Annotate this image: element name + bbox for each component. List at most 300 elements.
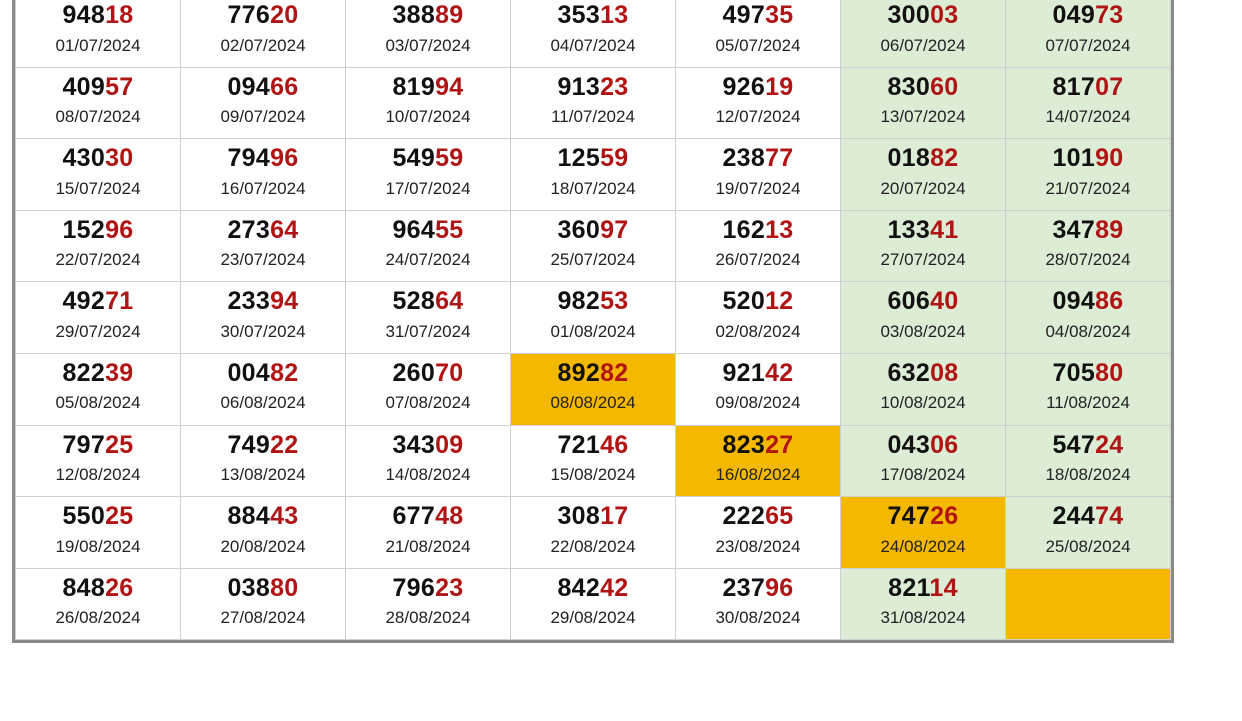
result-number — [348, 2, 508, 30]
result-number-head: 549 — [392, 144, 436, 173]
result-number-head: 152 — [62, 215, 106, 244]
table-row — [16, 282, 1171, 354]
result-number-head: 237 — [722, 573, 766, 602]
result-date: 23/08/2024 — [715, 536, 801, 556]
result-cell[interactable] — [676, 425, 841, 497]
result-number-head: 892 — [557, 358, 601, 387]
result-number-head: 520 — [722, 287, 766, 316]
table-row — [16, 425, 1171, 497]
result-cell[interactable] — [676, 67, 841, 139]
table-row — [16, 353, 1171, 425]
result-date: 05/08/2024 — [55, 393, 141, 413]
result-number — [513, 288, 673, 316]
result-number-tail: 19 — [765, 72, 794, 101]
result-number — [18, 360, 178, 388]
result-number-head: 004 — [227, 358, 271, 387]
result-number — [18, 503, 178, 531]
result-cell[interactable] — [16, 282, 181, 354]
result-date: 21/07/2024 — [1045, 178, 1131, 198]
result-number-head: 677 — [392, 502, 436, 531]
result-date: 02/07/2024 — [220, 35, 306, 55]
result-number-head: 747 — [887, 502, 931, 531]
result-cell[interactable] — [1006, 210, 1171, 282]
result-number — [1008, 503, 1168, 531]
result-number-head: 492 — [62, 287, 106, 316]
result-number — [843, 360, 1003, 388]
result-date: 25/08/2024 — [1045, 536, 1131, 556]
result-number-head: 797 — [62, 430, 106, 459]
result-number-tail: 23 — [435, 573, 464, 602]
result-number-tail: 53 — [600, 287, 629, 316]
result-date: 11/08/2024 — [1046, 393, 1130, 413]
result-date: 04/08/2024 — [1045, 321, 1131, 341]
result-number — [348, 503, 508, 531]
result-number-head: 842 — [557, 573, 601, 602]
result-cell[interactable] — [346, 139, 511, 211]
table-row — [16, 139, 1171, 211]
result-cell[interactable] — [346, 0, 511, 67]
result-number — [1008, 360, 1168, 388]
result-date: 22/08/2024 — [550, 536, 636, 556]
result-number-tail: 59 — [600, 144, 629, 173]
result-cell[interactable] — [346, 497, 511, 569]
result-number-tail: 07 — [1095, 72, 1124, 101]
result-number-tail: 59 — [435, 144, 464, 173]
result-number-tail: 14 — [929, 573, 958, 602]
result-number-tail: 86 — [1095, 287, 1124, 316]
result-cell[interactable] — [346, 568, 511, 640]
result-number — [513, 432, 673, 460]
result-number-head: 776 — [227, 1, 271, 29]
result-number — [1008, 2, 1168, 30]
result-number — [348, 360, 508, 388]
result-number-tail: 42 — [765, 358, 794, 387]
result-number-head: 343 — [392, 430, 436, 459]
result-number-head: 101 — [1052, 144, 1096, 173]
result-number — [18, 217, 178, 245]
result-date: 13/07/2024 — [880, 107, 966, 127]
result-date: 16/08/2024 — [715, 465, 801, 485]
result-cell[interactable] — [181, 210, 346, 282]
result-date: 12/08/2024 — [55, 465, 141, 485]
result-date: 26/08/2024 — [55, 608, 141, 628]
result-number-tail: 26 — [930, 502, 959, 531]
result-cell[interactable] — [511, 210, 676, 282]
result-number-tail: 82 — [930, 144, 959, 173]
result-date: 10/07/2024 — [385, 107, 471, 127]
result-number-tail: 77 — [765, 144, 794, 173]
result-cell[interactable] — [511, 139, 676, 211]
result-number-head: 125 — [557, 144, 601, 173]
result-number — [678, 432, 838, 460]
result-number — [513, 575, 673, 603]
result-number-head: 964 — [392, 215, 436, 244]
result-cell[interactable] — [841, 67, 1006, 139]
result-number-head: 038 — [227, 573, 271, 602]
result-date: 22/07/2024 — [55, 250, 141, 270]
result-number — [678, 217, 838, 245]
result-number — [678, 2, 838, 30]
result-number — [183, 217, 343, 245]
result-number-head: 982 — [557, 287, 601, 316]
result-date: 29/07/2024 — [55, 321, 141, 341]
result-cell[interactable] — [841, 139, 1006, 211]
result-number-head: 353 — [557, 1, 601, 29]
result-number-head: 260 — [392, 358, 436, 387]
result-cell[interactable] — [676, 353, 841, 425]
result-number-head: 233 — [227, 287, 271, 316]
result-date: 11/07/2024 — [551, 107, 635, 127]
result-number — [843, 217, 1003, 245]
result-number-head: 830 — [887, 72, 931, 101]
result-cell[interactable] — [1006, 67, 1171, 139]
result-cell[interactable] — [676, 139, 841, 211]
result-date: 30/08/2024 — [715, 608, 801, 628]
table-row — [16, 0, 1171, 67]
result-cell[interactable] — [346, 282, 511, 354]
result-date: 17/07/2024 — [385, 178, 471, 198]
result-number-head: 273 — [227, 215, 271, 244]
result-cell[interactable] — [511, 568, 676, 640]
result-number-tail: 94 — [435, 72, 464, 101]
result-date: 07/08/2024 — [385, 393, 471, 413]
result-date: 20/08/2024 — [220, 536, 306, 556]
result-number-tail: 08 — [930, 358, 959, 387]
result-number-tail: 71 — [105, 287, 134, 316]
result-number — [18, 288, 178, 316]
result-number-tail: 90 — [1095, 144, 1124, 173]
result-number — [843, 74, 1003, 102]
result-number — [1008, 288, 1168, 316]
result-cell[interactable] — [1006, 139, 1171, 211]
result-number-head: 347 — [1052, 215, 1096, 244]
result-number-head: 094 — [227, 72, 271, 101]
table-row — [16, 568, 1171, 640]
result-number-head: 848 — [62, 573, 106, 602]
result-number — [1008, 432, 1168, 460]
result-cell[interactable] — [841, 282, 1006, 354]
result-date: 15/07/2024 — [55, 178, 141, 198]
result-number — [513, 360, 673, 388]
result-number-head: 528 — [392, 287, 436, 316]
result-cell[interactable] — [676, 282, 841, 354]
result-number-head: 796 — [392, 573, 436, 602]
result-number — [678, 74, 838, 102]
result-date: 18/07/2024 — [550, 178, 636, 198]
result-cell[interactable] — [181, 282, 346, 354]
result-date: 14/07/2024 — [1045, 107, 1131, 127]
result-number-head: 926 — [722, 72, 766, 101]
result-number-head: 819 — [392, 72, 436, 101]
result-number-tail: 26 — [105, 573, 134, 602]
result-number-head: 822 — [62, 358, 106, 387]
result-number-tail: 43 — [270, 502, 299, 531]
result-date: 21/08/2024 — [385, 536, 471, 556]
result-number-head: 705 — [1052, 358, 1096, 387]
result-number-head: 308 — [557, 502, 601, 531]
result-number-tail: 27 — [765, 430, 794, 459]
result-cell[interactable] — [841, 210, 1006, 282]
result-date: 03/08/2024 — [880, 321, 966, 341]
result-date: 08/08/2024 — [550, 393, 636, 413]
result-number — [18, 575, 178, 603]
result-cell[interactable] — [1006, 568, 1171, 640]
result-number — [183, 503, 343, 531]
result-number-tail: 06 — [930, 430, 959, 459]
result-number — [1008, 217, 1168, 245]
result-cell[interactable] — [181, 67, 346, 139]
result-date: 27/08/2024 — [220, 608, 306, 628]
result-number-tail: 70 — [435, 358, 464, 387]
result-date: 02/08/2024 — [715, 321, 801, 341]
result-number-head: 430 — [62, 144, 106, 173]
results-table-body — [16, 0, 1171, 640]
result-number-head: 823 — [722, 430, 766, 459]
result-cell[interactable] — [1006, 497, 1171, 569]
result-number-tail: 57 — [105, 72, 134, 101]
result-number — [678, 575, 838, 603]
result-number-tail: 12 — [765, 287, 794, 316]
result-date: 08/07/2024 — [55, 107, 141, 127]
result-number-tail: 96 — [765, 573, 794, 602]
result-cell[interactable] — [16, 425, 181, 497]
result-date: 07/07/2024 — [1045, 35, 1131, 55]
result-number-tail: 24 — [1095, 430, 1124, 459]
result-cell[interactable] — [1006, 353, 1171, 425]
result-number — [513, 2, 673, 30]
result-number-head: 794 — [227, 144, 271, 173]
result-date: 12/07/2024 — [715, 107, 801, 127]
result-cell[interactable] — [16, 568, 181, 640]
result-number — [843, 288, 1003, 316]
result-date: 31/08/2024 — [880, 608, 966, 628]
result-number — [18, 145, 178, 173]
result-number-tail: 80 — [270, 573, 299, 602]
result-number — [183, 2, 343, 30]
result-number-tail: 23 — [600, 72, 629, 101]
result-number — [348, 217, 508, 245]
result-date: 29/08/2024 — [550, 608, 636, 628]
result-number — [843, 575, 1003, 603]
result-number — [843, 503, 1003, 531]
result-number-tail: 41 — [930, 215, 959, 244]
result-cell[interactable] — [511, 282, 676, 354]
result-number-head: 300 — [887, 1, 931, 29]
result-cell[interactable] — [346, 67, 511, 139]
result-date: 03/07/2024 — [385, 35, 471, 55]
result-cell[interactable] — [16, 353, 181, 425]
result-cell[interactable] — [1006, 0, 1171, 67]
result-number-tail: 60 — [930, 72, 959, 101]
result-number-head: 388 — [392, 1, 436, 29]
result-cell[interactable] — [16, 0, 181, 67]
result-cell[interactable] — [841, 425, 1006, 497]
result-number — [678, 503, 838, 531]
result-number-tail: 97 — [600, 215, 629, 244]
result-number — [183, 575, 343, 603]
result-date: 24/07/2024 — [385, 250, 471, 270]
result-number — [18, 432, 178, 460]
result-cell[interactable] — [841, 568, 1006, 640]
result-cell[interactable] — [181, 139, 346, 211]
result-number-head: 094 — [1052, 287, 1096, 316]
result-date: 23/07/2024 — [220, 250, 306, 270]
result-date: 30/07/2024 — [220, 321, 306, 341]
result-number-head: 817 — [1052, 72, 1096, 101]
result-date: 17/08/2024 — [880, 465, 966, 485]
result-cell[interactable] — [181, 425, 346, 497]
results-table-frame — [12, 0, 1174, 643]
result-cell[interactable] — [511, 425, 676, 497]
result-date: 06/07/2024 — [880, 35, 966, 55]
result-date: 19/08/2024 — [55, 536, 141, 556]
result-number — [183, 288, 343, 316]
result-number-head: 884 — [227, 502, 271, 531]
result-number — [1008, 74, 1168, 102]
result-date: 18/08/2024 — [1045, 465, 1131, 485]
result-number-tail: 82 — [600, 358, 629, 387]
result-number-tail: 39 — [105, 358, 134, 387]
result-number-tail: 22 — [270, 430, 299, 459]
result-number — [678, 360, 838, 388]
result-number — [513, 145, 673, 173]
result-cell[interactable] — [16, 139, 181, 211]
result-cell[interactable] — [1006, 425, 1171, 497]
result-number-head: 049 — [1052, 1, 1096, 29]
result-number — [183, 74, 343, 102]
table-row — [16, 210, 1171, 282]
result-number — [348, 288, 508, 316]
result-number-tail: 73 — [1095, 1, 1124, 29]
result-number-head: 921 — [722, 358, 766, 387]
result-number — [678, 145, 838, 173]
result-cell[interactable] — [181, 353, 346, 425]
result-date: 28/07/2024 — [1045, 250, 1131, 270]
result-date: 28/08/2024 — [385, 608, 471, 628]
result-cell[interactable] — [841, 353, 1006, 425]
result-number-head: 043 — [887, 430, 931, 459]
result-cell[interactable] — [346, 353, 511, 425]
result-cell[interactable] — [181, 0, 346, 67]
result-number-tail: 64 — [270, 215, 299, 244]
result-cell[interactable] — [676, 0, 841, 67]
result-number-tail: 25 — [105, 502, 134, 531]
result-number-head: 821 — [888, 573, 930, 602]
result-number-tail: 80 — [1095, 358, 1124, 387]
result-cell[interactable] — [16, 210, 181, 282]
result-number-tail: 18 — [105, 1, 134, 29]
result-number — [843, 432, 1003, 460]
result-date: 31/07/2024 — [385, 321, 471, 341]
result-number — [348, 432, 508, 460]
result-date: 13/08/2024 — [220, 465, 306, 485]
result-number-tail: 17 — [600, 502, 629, 531]
result-number-tail: 46 — [600, 430, 629, 459]
result-date: 05/07/2024 — [715, 35, 801, 55]
result-date: 27/07/2024 — [880, 250, 966, 270]
result-cell[interactable] — [841, 497, 1006, 569]
table-row — [16, 497, 1171, 569]
result-cell[interactable] — [346, 425, 511, 497]
result-number-tail: 89 — [1095, 215, 1124, 244]
result-date: 19/07/2024 — [715, 178, 801, 198]
result-number-tail: 74 — [1095, 502, 1124, 531]
result-cell[interactable] — [676, 210, 841, 282]
result-date: 14/08/2024 — [385, 465, 471, 485]
result-number — [843, 2, 1003, 30]
result-number — [183, 360, 343, 388]
result-number-head: 948 — [62, 1, 106, 29]
table-row — [16, 67, 1171, 139]
result-number-tail: 96 — [105, 215, 134, 244]
result-number-tail: 42 — [600, 573, 629, 602]
result-number-tail: 09 — [435, 430, 464, 459]
result-number-head: 238 — [722, 144, 766, 173]
lottery-results-table — [15, 0, 1171, 640]
result-number-head: 497 — [722, 1, 766, 29]
result-date: 26/07/2024 — [715, 250, 801, 270]
result-cell[interactable] — [16, 497, 181, 569]
result-date: 24/08/2024 — [880, 536, 966, 556]
result-number-head: 749 — [227, 430, 271, 459]
result-cell[interactable] — [676, 568, 841, 640]
result-number-head: 360 — [557, 215, 601, 244]
result-date: 09/08/2024 — [715, 393, 801, 413]
result-number-tail: 82 — [270, 358, 299, 387]
result-date: 15/08/2024 — [550, 465, 636, 485]
result-date: 20/07/2024 — [880, 178, 966, 198]
result-number — [1008, 145, 1168, 173]
result-number-head: 162 — [722, 215, 766, 244]
result-number — [18, 74, 178, 102]
result-cell[interactable] — [181, 497, 346, 569]
result-cell[interactable] — [511, 0, 676, 67]
result-cell[interactable] — [676, 497, 841, 569]
result-cell[interactable] — [346, 210, 511, 282]
result-number-head: 409 — [62, 72, 106, 101]
result-number-tail: 94 — [270, 287, 299, 316]
result-number-head: 632 — [887, 358, 931, 387]
result-number-head: 244 — [1052, 502, 1096, 531]
result-number-tail: 03 — [930, 1, 959, 29]
result-number — [843, 145, 1003, 173]
result-cell[interactable] — [511, 67, 676, 139]
result-number-tail: 13 — [600, 1, 629, 29]
result-number-head: 018 — [887, 144, 931, 173]
result-number-head: 547 — [1052, 430, 1096, 459]
result-cell[interactable] — [16, 67, 181, 139]
result-number-head: 721 — [557, 430, 601, 459]
result-cell[interactable] — [1006, 282, 1171, 354]
result-number-tail: 96 — [270, 144, 299, 173]
result-cell[interactable] — [841, 0, 1006, 67]
result-date: 25/07/2024 — [550, 250, 636, 270]
result-number — [678, 288, 838, 316]
result-cell[interactable] — [511, 353, 676, 425]
result-number — [18, 2, 178, 30]
result-number — [183, 145, 343, 173]
result-number-head: 606 — [887, 287, 931, 316]
result-number — [513, 503, 673, 531]
result-number-head: 222 — [722, 502, 766, 531]
result-cell[interactable] — [511, 497, 676, 569]
result-number-head: 133 — [887, 215, 931, 244]
result-number-tail: 20 — [270, 1, 299, 29]
result-number-head: 913 — [557, 72, 601, 101]
result-cell[interactable] — [181, 568, 346, 640]
result-date: 01/08/2024 — [550, 321, 636, 341]
result-number — [348, 145, 508, 173]
